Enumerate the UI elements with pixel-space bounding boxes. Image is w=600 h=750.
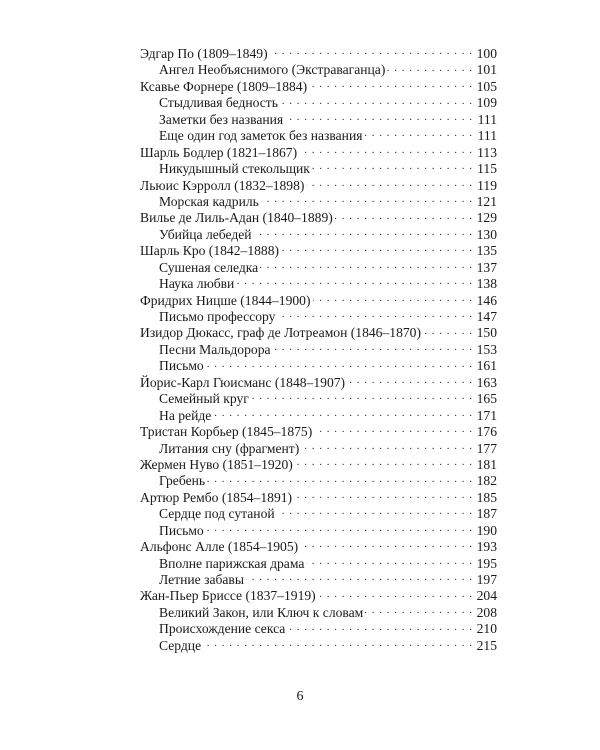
- toc-entry-title: Вилье де Лиль-Адан (1840–1889): [140, 210, 333, 226]
- toc-entry-page: 147: [476, 309, 497, 324]
- toc-entry-author[interactable]: [140, 145, 497, 161]
- toc-leader-dots: [246, 575, 473, 585]
- toc-leader-dots: [280, 99, 473, 109]
- toc-entry-page: 185: [476, 489, 497, 505]
- toc-leader-dots: [251, 394, 473, 404]
- toc-entry-author[interactable]: [140, 375, 497, 391]
- toc-leader-dots: [213, 411, 473, 421]
- toc-entry-work[interactable]: [140, 638, 497, 654]
- toc-leader-dots: [312, 164, 473, 174]
- toc-leader-dots: [287, 625, 473, 635]
- toc-leader-dots: [365, 608, 473, 618]
- toc-entry-title: На рейде: [159, 407, 212, 423]
- toc-entry-page: 113: [477, 144, 497, 160]
- toc-entry-page: 138: [476, 276, 497, 292]
- toc-entry-work[interactable]: [140, 408, 497, 424]
- toc-entry-title: Сушеная селедка: [159, 259, 259, 275]
- toc-leader-dots: [206, 362, 473, 372]
- toc-entry-page: 121: [476, 193, 497, 209]
- toc-entry-page: 190: [476, 522, 497, 538]
- toc-leader-dots: [281, 246, 473, 256]
- toc-entry-title: Морская кадриль: [159, 193, 259, 209]
- toc-entry-work[interactable]: [140, 260, 497, 276]
- toc-leader-dots: [236, 279, 473, 289]
- toc-entry-work[interactable]: [140, 62, 497, 78]
- toc-leader-dots: [314, 427, 473, 437]
- toc-entry-work[interactable]: [140, 342, 497, 358]
- toc-entry-title: Убийца лебедей: [159, 226, 252, 242]
- toc-entry-page: 197: [476, 572, 497, 587]
- toc-entry-title: Шарль Бодлер (1821–1867): [140, 144, 298, 160]
- toc-leader-dots: [294, 493, 473, 503]
- toc-entry-work[interactable]: [140, 391, 497, 407]
- toc-entry-page: 163: [476, 374, 497, 390]
- toc-entry-page: 129: [476, 210, 497, 226]
- toc-leader-dots: [254, 230, 473, 240]
- toc-entry-title: Льюис Кэрролл (1832–1898): [140, 177, 305, 193]
- toc-entry-title: Стыдливая бедность: [159, 95, 278, 111]
- toc-entry-work[interactable]: [140, 621, 497, 637]
- toc-leader-dots: [387, 66, 473, 76]
- toc-entry-title: Литания сну (фрагмент): [159, 440, 300, 456]
- table-of-contents: [140, 46, 497, 654]
- toc-entry-title: Эдгар По (1809–1849): [140, 46, 268, 61]
- toc-entry-title: Ксавье Форнере (1809–1884): [140, 78, 308, 94]
- toc-entry-page: 105: [476, 78, 497, 94]
- toc-entry-page: 187: [476, 506, 497, 522]
- toc-leader-dots: [203, 641, 473, 651]
- toc-entry-work[interactable]: [140, 112, 497, 128]
- toc-entry-title: Семейный круг: [159, 391, 249, 407]
- toc-entry-work[interactable]: [140, 523, 497, 539]
- toc-leader-dots: [207, 477, 473, 487]
- toc-leader-dots: [347, 378, 473, 388]
- toc-entry-author[interactable]: [140, 243, 497, 259]
- toc-entry-author[interactable]: [140, 293, 497, 309]
- toc-entry-author[interactable]: [140, 424, 497, 440]
- toc-leader-dots: [273, 345, 473, 355]
- toc-leader-dots: [277, 509, 473, 519]
- toc-entry-page: 111: [477, 111, 497, 127]
- toc-entry-page: 195: [476, 555, 497, 571]
- toc-entry-work[interactable]: [140, 473, 497, 489]
- toc-entry-page: 109: [476, 95, 497, 111]
- toc-entry-work[interactable]: [140, 161, 497, 177]
- toc-leader-dots: [335, 214, 473, 224]
- toc-entry-author[interactable]: [140, 325, 497, 341]
- toc-entry-work[interactable]: [140, 95, 497, 111]
- toc-leader-dots: [306, 559, 473, 569]
- toc-leader-dots: [309, 82, 473, 92]
- toc-entry-author[interactable]: [140, 210, 497, 226]
- toc-entry-page: 150: [476, 325, 497, 341]
- toc-entry-author[interactable]: [140, 490, 497, 506]
- toc-entry-title: Артюр Рембо (1854–1891): [140, 489, 293, 505]
- toc-entry-title: Письмо: [159, 522, 204, 538]
- toc-leader-dots: [260, 263, 473, 273]
- toc-entry-author[interactable]: [140, 178, 497, 194]
- toc-entry-title: Еще один год заметок без названия: [159, 128, 363, 144]
- toc-entry-page: 137: [476, 259, 497, 275]
- toc-entry-title: Изидор Дюкасс, граф де Лотреамон (1846–1870): [140, 325, 421, 341]
- toc-entry-title: Сердце под сутаной: [159, 506, 275, 522]
- toc-leader-dots: [299, 148, 473, 158]
- toc-entry-page: 204: [476, 588, 497, 604]
- toc-entry-title: Гребень: [159, 473, 206, 489]
- toc-leader-dots: [285, 115, 473, 125]
- toc-entry-work[interactable]: [140, 358, 497, 374]
- toc-leader-dots: [313, 296, 474, 306]
- toc-entry-work[interactable]: [140, 227, 497, 243]
- toc-leader-dots: [318, 592, 473, 602]
- toc-entry-title: Йорис-Карл Гюисманс (1848–1907): [140, 374, 346, 390]
- toc-entry-page: 130: [476, 226, 497, 242]
- toc-entry-title: Тристан Корбьер (1845–1875): [140, 424, 313, 440]
- toc-leader-dots: [300, 542, 473, 552]
- toc-entry-page: 101: [476, 62, 497, 78]
- toc-entry-title: Никудышный стекольщик: [159, 161, 310, 177]
- toc-entry-page: 119: [477, 177, 497, 193]
- toc-entry-work[interactable]: [140, 506, 497, 522]
- toc-entry-page: 181: [476, 456, 497, 472]
- toc-entry-page: 115: [477, 161, 497, 177]
- toc-entry-work[interactable]: [140, 309, 497, 325]
- toc-entry-title: Заметки без названия: [159, 111, 284, 127]
- toc-entry-title: Письмо: [159, 358, 204, 374]
- toc-entry-page: 193: [476, 539, 497, 555]
- toc-entry-title: Письмо профессору: [159, 309, 276, 324]
- toc-entry-title: Ангел Необъяснимого (Экстраваганца): [159, 62, 386, 78]
- toc-entry-work[interactable]: [140, 556, 497, 572]
- toc-entry-page: 165: [476, 391, 497, 407]
- toc-leader-dots: [277, 312, 473, 322]
- toc-entry-page: 182: [476, 473, 497, 489]
- toc-entry-author[interactable]: [140, 79, 497, 95]
- toc-leader-dots: [301, 444, 473, 454]
- toc-entry-title: Шарль Кро (1842–1888): [140, 243, 280, 259]
- toc-entry-work[interactable]: [140, 605, 497, 621]
- toc-entry-author[interactable]: [140, 539, 497, 555]
- toc-entry-page: 161: [476, 358, 497, 374]
- toc-entry-title: Фридрих Ницше (1844–1900): [140, 292, 311, 308]
- toc-entry-title: Великий Закон, или Ключ к словам: [159, 604, 364, 620]
- toc-entry-title: Происхождение секса: [159, 621, 286, 637]
- toc-entry-title: Наука любви: [159, 276, 235, 292]
- toc-entry-title: Жан-Пьер Бриссе (1837–1919): [140, 588, 316, 604]
- toc-entry-page: 208: [476, 604, 497, 620]
- toc-entry-work[interactable]: [140, 572, 497, 588]
- toc-entry-page: 135: [476, 243, 497, 259]
- toc-entry-page: 210: [476, 621, 497, 637]
- toc-entry-work[interactable]: [140, 128, 497, 144]
- toc-entry-page: 176: [476, 424, 497, 440]
- toc-entry-work[interactable]: [140, 441, 497, 457]
- toc-entry-page: 100: [476, 46, 497, 61]
- page-number: 6: [296, 689, 304, 704]
- toc-leader-dots: [270, 49, 473, 59]
- toc-entry-page: 215: [476, 637, 497, 653]
- toc-entry-author[interactable]: [140, 46, 497, 62]
- toc-entry-title: Вполне парижская драма: [159, 555, 305, 571]
- toc-entry-page: 177: [476, 440, 497, 456]
- toc-entry-author[interactable]: [140, 457, 497, 473]
- toc-entry-page: 146: [476, 292, 497, 308]
- toc-leader-dots: [206, 526, 473, 536]
- toc-leader-dots: [365, 131, 474, 141]
- toc-entry-title: Летние забавы: [159, 572, 244, 587]
- toc-entry-author[interactable]: [140, 588, 497, 604]
- toc-entry-page: 153: [476, 341, 497, 357]
- toc-entry-title: Альфонс Алле (1854–1905): [140, 539, 299, 555]
- toc-leader-dots: [261, 197, 473, 207]
- toc-entry-work[interactable]: [140, 276, 497, 292]
- toc-entry-title: Сердце: [159, 637, 202, 653]
- toc-leader-dots: [306, 181, 473, 191]
- toc-entry-page: 111: [477, 128, 497, 144]
- toc-leader-dots: [423, 329, 473, 339]
- toc-entry-work[interactable]: [140, 194, 497, 210]
- toc-leader-dots: [295, 460, 473, 470]
- toc-entry-page: 171: [476, 407, 497, 423]
- toc-entry-title: Песни Мальдорора: [159, 341, 271, 357]
- toc-entry-title: Жермен Нуво (1851–1920): [140, 456, 293, 472]
